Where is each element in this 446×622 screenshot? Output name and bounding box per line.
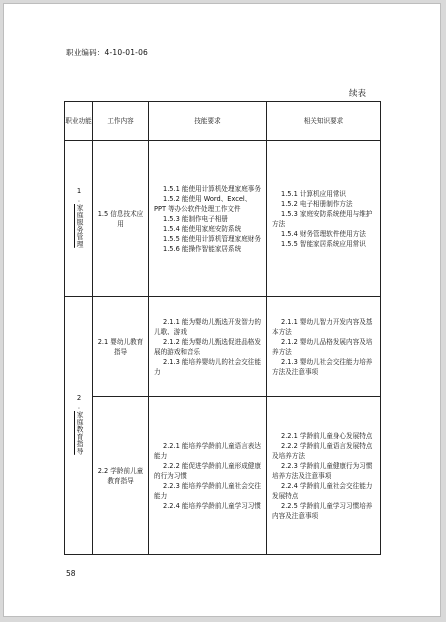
skills-cell	[149, 141, 267, 297]
knowledge-item: 1.5.2 电子相册制作方法	[281, 199, 353, 208]
work-content-cell: 1.5 信息技术应用	[93, 141, 149, 297]
skills-table	[64, 101, 381, 555]
knowledge-item: 2.2.3 学龄前儿童健康行为习惯培养方法及注意事项	[272, 461, 373, 480]
skill-item: 2.2.2 能促进学龄前儿童形成健康的行为习惯	[154, 461, 261, 480]
skill-item: 2.1.1 能为婴幼儿甄选开发智力的儿歌、游戏	[154, 317, 261, 336]
skill-item: 2.2.4 能培养学龄前儿童学习习惯	[163, 501, 261, 510]
table-header-row	[65, 102, 381, 141]
skill-item: 2.2.3 能培养学龄前儿童社会交往能力	[154, 481, 261, 500]
work-content-cell: 2.2 学龄前儿童教育指导	[93, 397, 149, 555]
skill-item: 2.1.3 能培养婴幼儿的社会交往能力	[154, 357, 261, 376]
continued-label: 续表	[349, 89, 367, 99]
skill-item: 1.5.4 能使用家庭安防系统	[163, 224, 242, 233]
knowledge-cell	[267, 397, 381, 555]
table-row	[65, 397, 381, 555]
occupation-code: 职业编码：4-10-01-06	[66, 48, 149, 57]
knowledge-item: 1.5.4 财务管理软件使用方法	[281, 229, 366, 238]
page-number: 58	[66, 569, 76, 578]
knowledge-item: 2.2.4 学龄前儿童社会交往能力发展特点	[272, 481, 373, 500]
skills-cell	[149, 397, 267, 555]
knowledge-item: 2.2.2 学龄前儿童语言发展特点及培养方法	[272, 441, 373, 460]
skill-item: 1.5.6 能操作智能家居系统	[163, 244, 242, 253]
knowledge-item: 1.5.3 家庭安防系统使用与维护方法	[272, 209, 373, 228]
function-cell	[65, 141, 93, 297]
knowledge-item: 2.2.1 学龄前儿童身心发展特点	[281, 431, 373, 440]
knowledge-item: 1.5.5 智能家居系统应用常识	[281, 239, 366, 248]
function-label: 2.家庭教育指导	[75, 393, 83, 455]
work-content-cell: 2.1 婴幼儿教育指导	[93, 297, 149, 397]
knowledge-item: 1.5.1 计算机应用常识	[281, 189, 347, 198]
knowledge-item: 2.1.3 婴幼儿社会交往能力培养方法及注意事项	[272, 357, 373, 376]
knowledge-cell	[267, 297, 381, 397]
knowledge-item: 2.1.1 婴幼儿智力开发内容及基本方法	[272, 317, 373, 336]
header-knowledge: 相关知识要求	[267, 102, 381, 141]
document-page	[3, 3, 441, 617]
skill-item: 1.5.1 能使用计算机处理家庭事务	[163, 184, 261, 193]
knowledge-cell	[267, 141, 381, 297]
skill-item: 1.5.2 能使用 Word、Excel、PPT 等办公软件处理工作文件	[154, 194, 252, 213]
table-row	[65, 141, 381, 297]
function-cell	[65, 297, 93, 555]
function-label: 1.家庭服务管理	[75, 186, 83, 248]
table-row	[65, 297, 381, 397]
skill-item: 1.5.3 能制作电子相册	[163, 214, 229, 223]
header-content: 工作内容	[93, 102, 149, 141]
skill-item: 2.2.1 能培养学龄前儿童语言表达能力	[154, 441, 261, 460]
skill-item: 1.5.5 能使用计算机管理家庭财务	[163, 234, 261, 243]
skill-item: 2.1.2 能为婴幼儿甄选促进品格发展的游戏和音乐	[154, 337, 261, 356]
header-skills: 技能要求	[149, 102, 267, 141]
knowledge-item: 2.1.2 婴幼儿品格发展内容及培养方法	[272, 337, 373, 356]
knowledge-item: 2.2.5 学龄前儿童学习习惯培养内容及注意事项	[272, 501, 373, 520]
header-function: 职业功能	[65, 102, 93, 141]
skills-cell	[149, 297, 267, 397]
